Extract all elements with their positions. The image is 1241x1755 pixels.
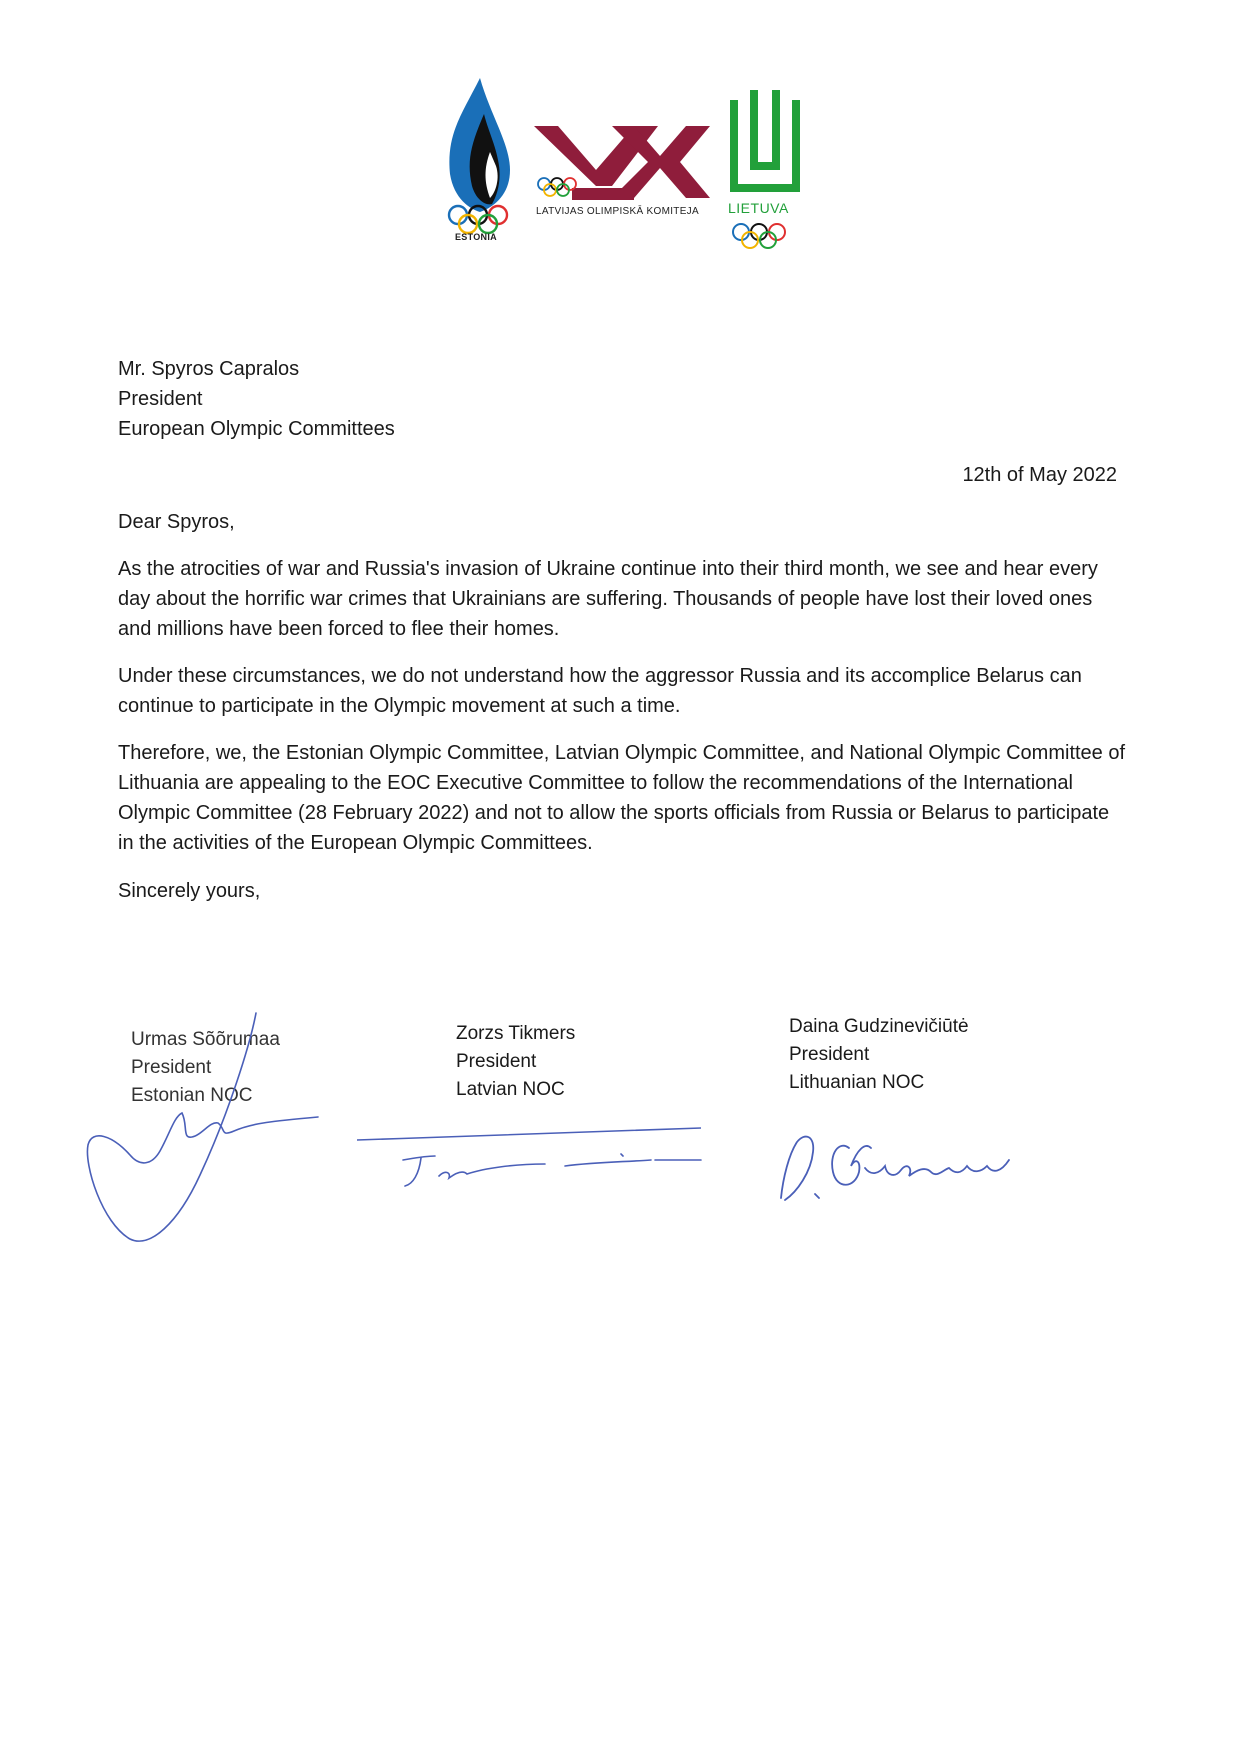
lithuania-logo-caption: LIETUVA	[728, 200, 789, 216]
recipient-organization: European Olympic Committees	[118, 418, 395, 440]
latvian-signature	[355, 1120, 705, 1200]
signatory-name: Daina Gudzinevičiūtė	[789, 1016, 969, 1037]
signatory-name: Zorzs Tikmers	[456, 1023, 576, 1044]
latvia-logo-caption: LATVIJAS OLIMPISKĀ KOMITEJA	[536, 206, 699, 217]
signatory-title: President	[789, 1044, 870, 1065]
estonian-olympic-committee-logo	[440, 74, 520, 246]
lithuanian-olympic-committee-logo	[728, 90, 802, 250]
signatory-name: Urmas Sõõrumaa	[131, 1029, 280, 1050]
signatory-lithuania	[789, 1013, 969, 1097]
signatory-org: Estonian NOC	[131, 1085, 253, 1106]
paragraph-2: Under these circumstances, we do not understand how the aggressor Russia and its accomplice Belarus can continue to participate in the Olympic movement at such a time.	[118, 665, 1082, 717]
recipient-address	[118, 354, 395, 444]
estonia-logo-caption: ESTONIA	[455, 232, 497, 242]
signatory-org: Latvian NOC	[456, 1079, 565, 1100]
closing: Sincerely yours,	[118, 880, 261, 902]
signatory-latvia	[456, 1020, 575, 1104]
signatory-title: President	[456, 1051, 537, 1072]
signatory-title: President	[131, 1057, 212, 1078]
paragraph-1: As the atrocities of war and Russia's invasion of Ukraine continue into their third month, we see and hear every day about the horrific war crimes that Ukrainians are suffering. Thousands of people have lost their loved ones and millions have been forced to flee their homes.	[118, 558, 1098, 640]
letter-date: 12th of May 2022	[962, 464, 1117, 486]
logos-header	[0, 70, 1241, 260]
estonian-signature	[78, 1005, 328, 1255]
signatory-org: Lithuanian NOC	[789, 1072, 925, 1093]
paragraph-3: Therefore, we, the Estonian Olympic Committee, Latvian Olympic Committee, and National Olympic Committee of Lithuania are appealing to the EOC Executive Committee to follow the recommendations of the International Olympic Committee (28 February 2022) and not to allow the sports officials from Russia or Belarus to participate in the activities of the European Olympic Committees.	[118, 742, 1126, 854]
recipient-name: Mr. Spyros Capralos	[118, 358, 300, 380]
salutation: Dear Spyros,	[118, 511, 235, 533]
latvian-olympic-committee-logo	[534, 126, 714, 236]
recipient-title: President	[118, 388, 203, 410]
lithuanian-signature	[775, 1118, 1025, 1213]
